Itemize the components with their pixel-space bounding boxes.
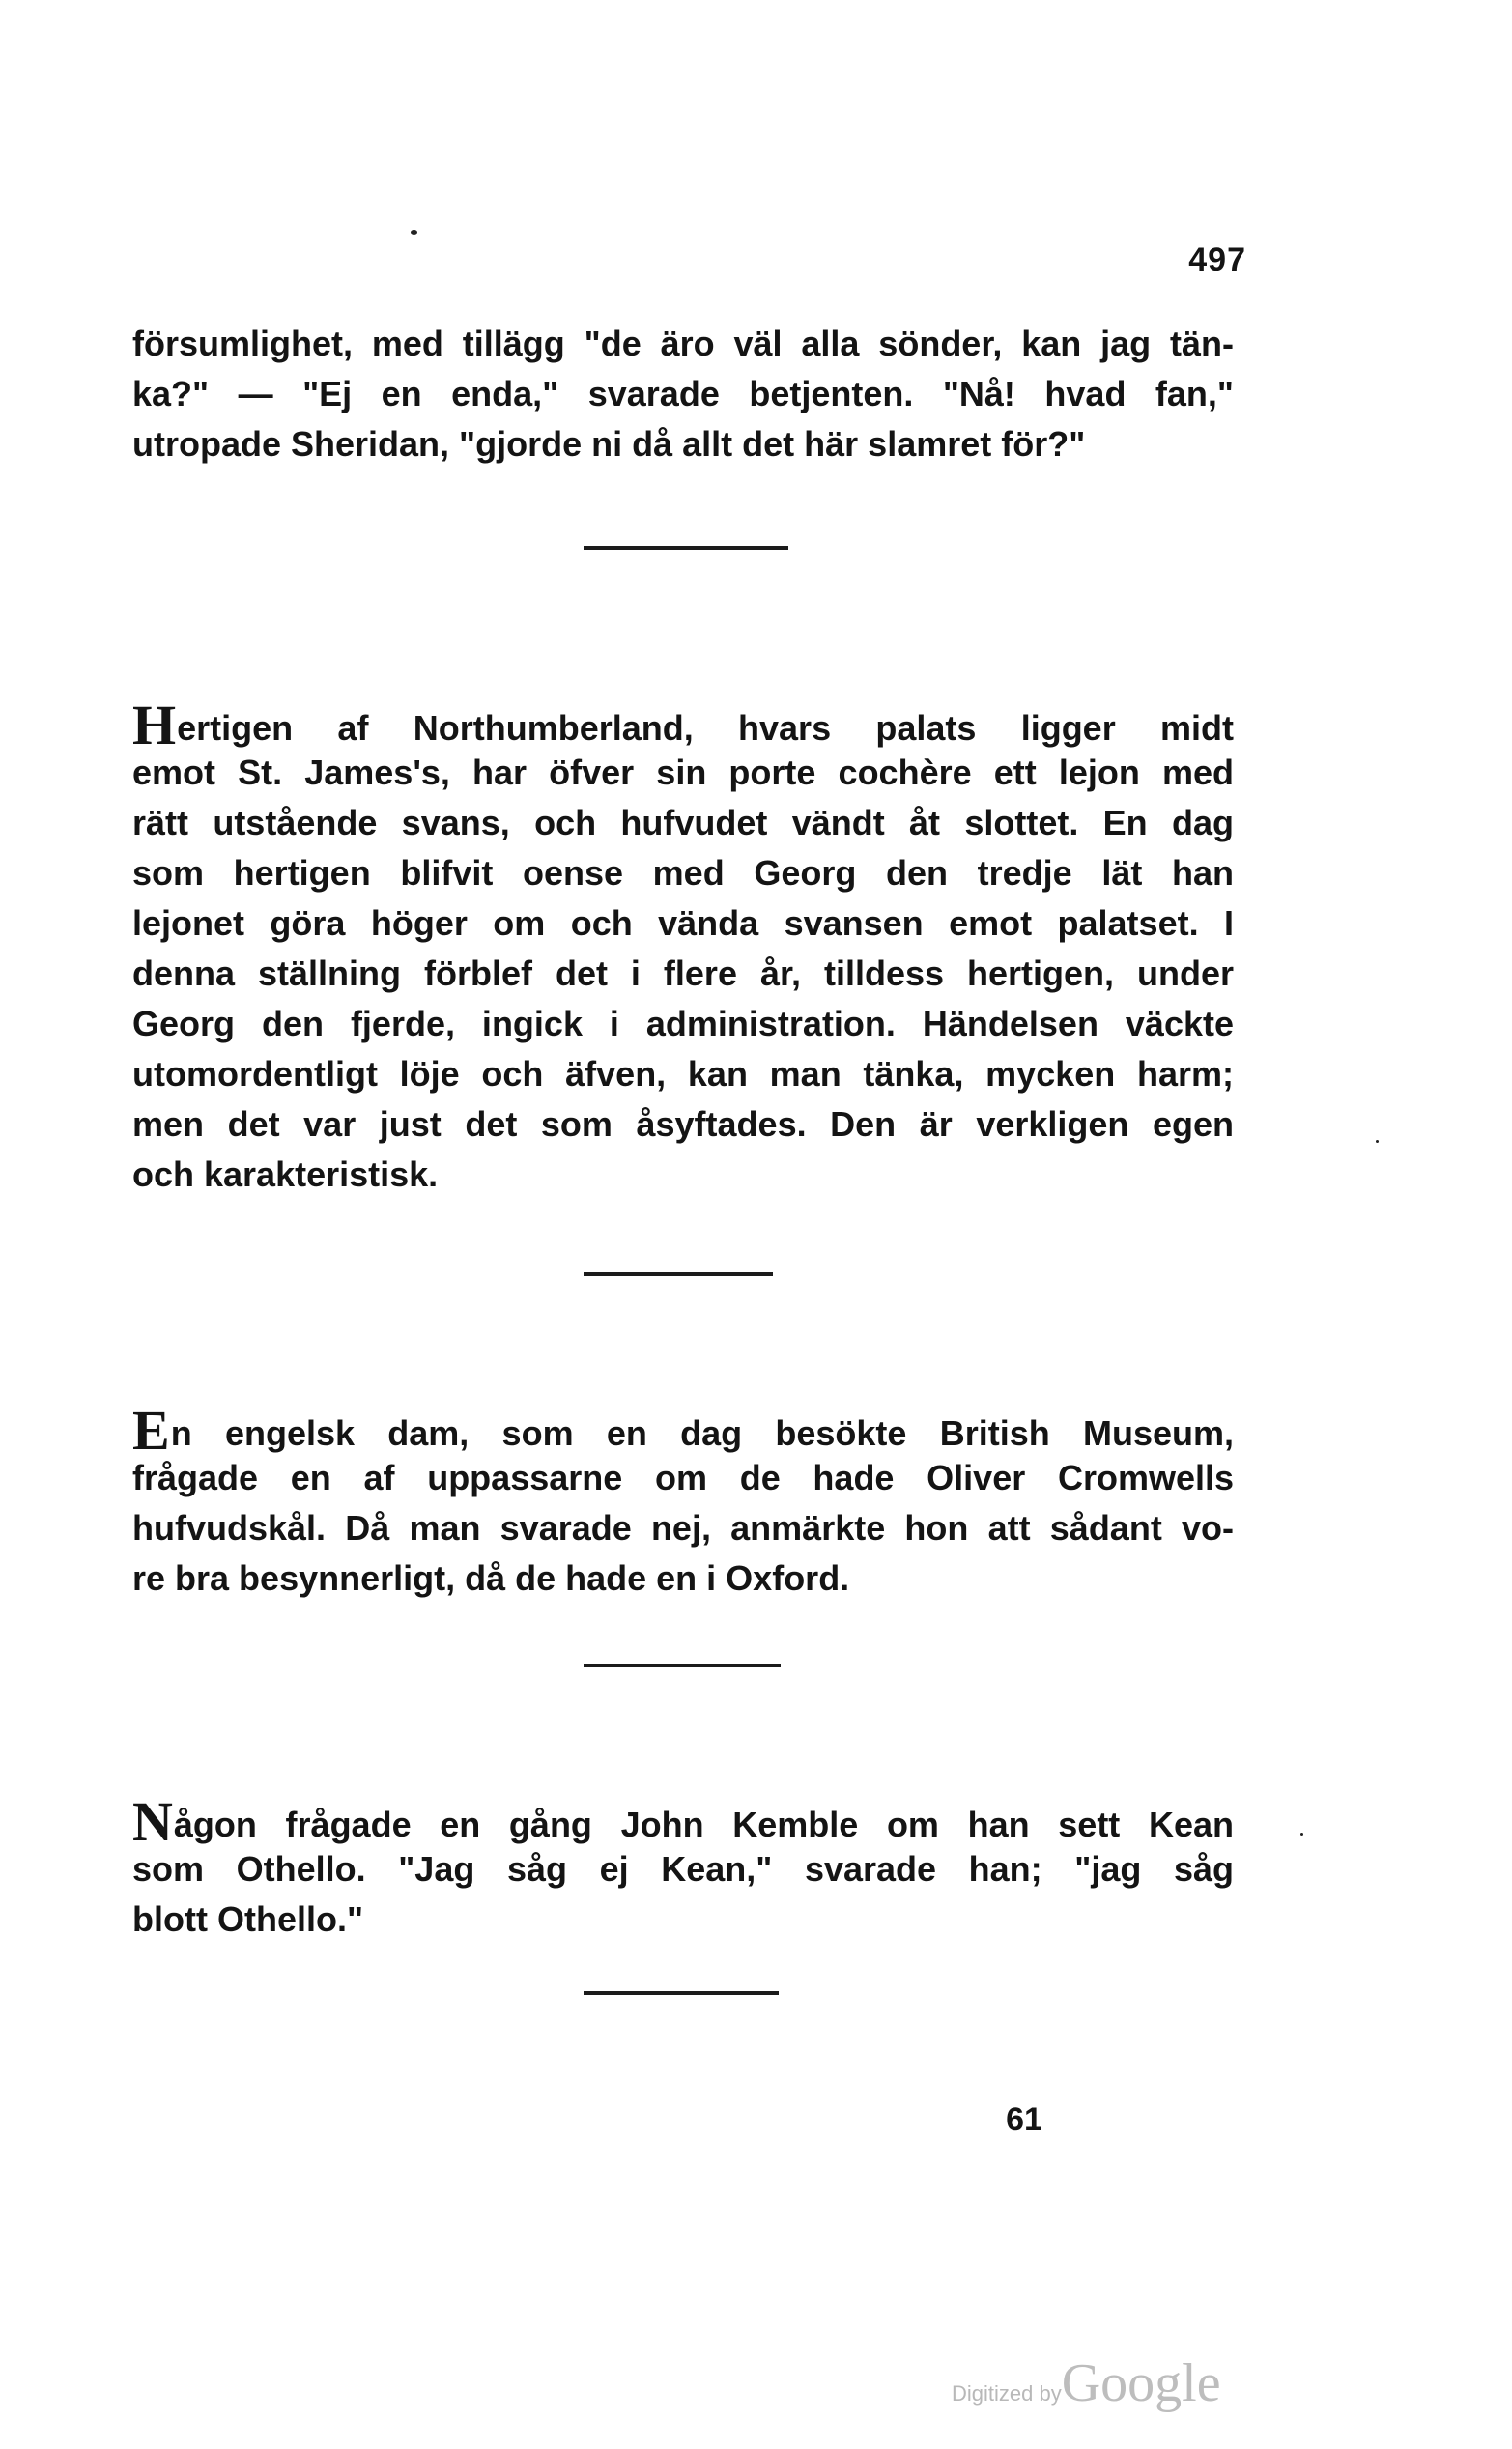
text-line: försumlighet, med tillägg "de äro väl alla sönder, kan jag tän-	[132, 324, 1234, 363]
text-line: som Othello. "Jag såg ej Kean," svarade han; "jag såg	[132, 1849, 1234, 1889]
ink-speck	[1376, 1140, 1379, 1143]
drop-cap: E	[132, 1399, 170, 1462]
text-line: utropade Sheridan, "gjorde ni då allt det här slamret för?"	[132, 424, 1086, 464]
text-line: ka?" — "Ej en enda," svarade betjenten. "Nå! hvad fan,"	[132, 374, 1234, 413]
line-text: ertigen af Northumberland, hvars palats ligger midt	[177, 708, 1234, 748]
text-line: hufvudskål. Då man svarade nej, anmärkte hon att sådant vo-	[132, 1508, 1234, 1548]
paragraph-dam	[132, 1399, 1234, 1604]
section-divider	[584, 1664, 781, 1667]
text-line: som hertigen blifvit oense med Georg den tredje lät han	[132, 853, 1234, 893]
line-text: n engelsk dam, som en dag besökte British Museum,	[170, 1413, 1234, 1453]
text-line	[132, 1790, 1234, 1853]
text-line: utomordentligt löje och äfven, kan man tänka, mycken harm;	[132, 1054, 1234, 1094]
line-text: ågon frågade en gång John Kemble om han sett Kean	[173, 1805, 1234, 1844]
section-divider	[584, 1991, 779, 1995]
text-line: men det var just det som åsyftades. Den är verkligen egen	[132, 1104, 1234, 1144]
digitized-by-watermark	[952, 2352, 1221, 2413]
text-line	[132, 694, 1234, 756]
google-logo: Google	[1061, 2353, 1221, 2413]
paragraph-hertigen	[132, 694, 1234, 1200]
text-line	[132, 1399, 1234, 1462]
ink-speck	[1300, 1833, 1303, 1836]
text-line: lejonet göra höger om och vända svansen emot palatset. I	[132, 903, 1234, 943]
digitized-prefix: Digitized by	[952, 2381, 1062, 2406]
text-line: rätt utstående svans, och hufvudet vändt åt slottet. En dag	[132, 803, 1234, 842]
section-divider	[584, 546, 788, 550]
section-divider	[584, 1272, 773, 1276]
text-line: emot St. James's, har öfver sin porte cochère ett lejon med	[132, 753, 1234, 792]
text-line: och karakteristisk.	[132, 1154, 439, 1194]
paragraph-continuation	[132, 319, 1234, 470]
drop-cap: H	[132, 694, 177, 756]
drop-cap: N	[132, 1790, 173, 1853]
ink-speck	[411, 230, 417, 235]
signature-mark: 61	[1006, 2101, 1042, 2138]
page-number: 497	[1188, 242, 1246, 278]
text-line: Georg den fjerde, ingick i administration. Händelsen väckte	[132, 1004, 1234, 1043]
text-line: blott Othello."	[132, 1899, 364, 1939]
text-line: denna ställning förblef det i flere år, tilldess hertigen, under	[132, 954, 1234, 993]
paragraph-kemble	[132, 1790, 1234, 1945]
text-line: frågade en af uppassarne om de hade Oliver Cromwells	[132, 1458, 1234, 1497]
text-line: re bra besynnerligt, då de hade en i Oxford.	[132, 1558, 850, 1598]
